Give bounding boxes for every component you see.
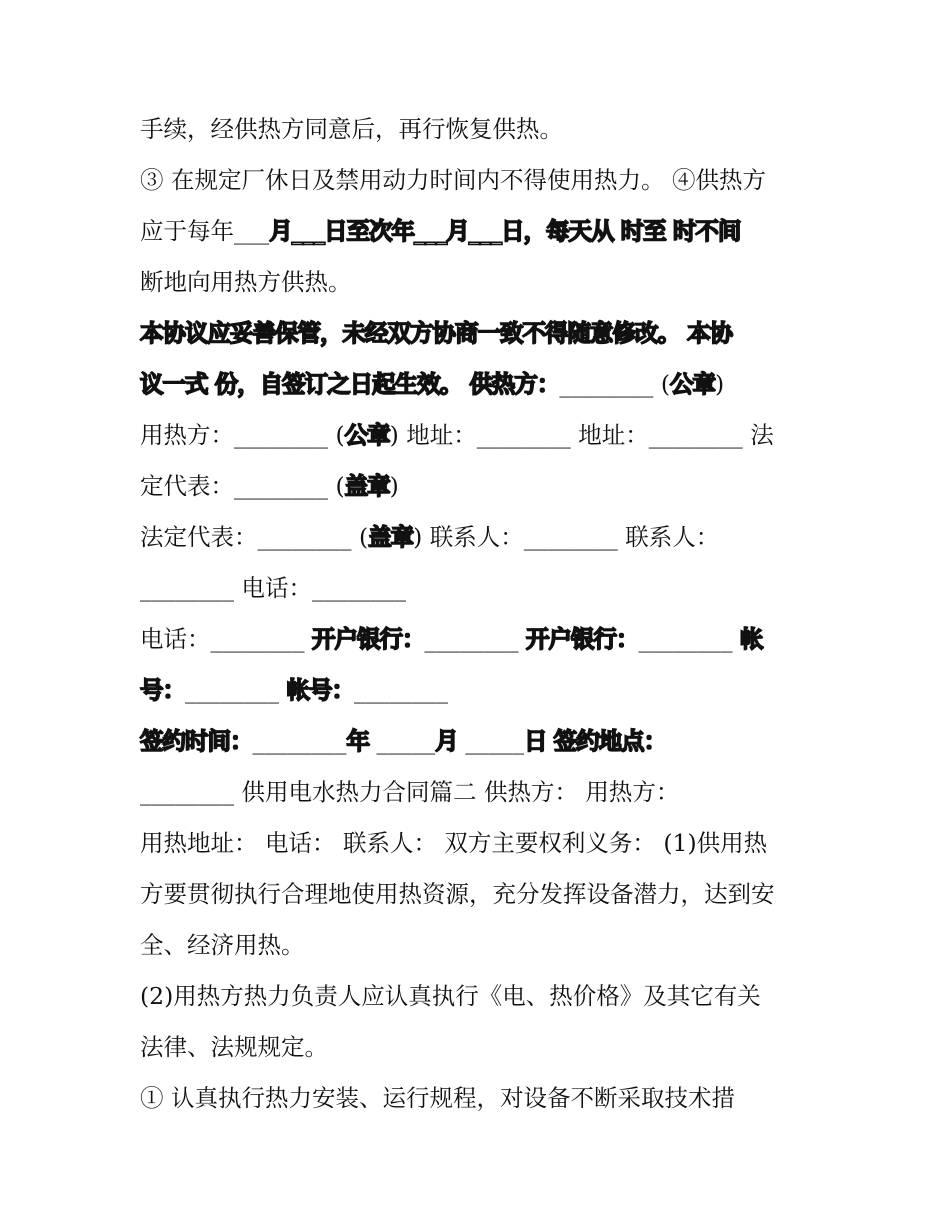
bank-label: 开户银行： <box>525 625 639 653</box>
text-run: ③ 在规定厂休日及禁用动力时间内不得使用热力。 ④供热方 <box>140 166 766 194</box>
text-line <box>140 673 820 707</box>
text-run: ① 认真执行热力安装、运行规程，对设备不断采取技术措 <box>140 1084 735 1112</box>
seal-label: 公章 <box>344 421 390 449</box>
stamp-label: 盖章 <box>368 523 414 551</box>
outlined-text-run: 议一式 份，自签订之日起生效。 供热方： <box>140 370 560 398</box>
text-line <box>140 1081 820 1115</box>
month-label: 月 <box>435 727 458 755</box>
text-run: ) 联系人：________ 联系人： <box>413 523 720 551</box>
text-line <box>140 775 820 809</box>
signing-time-label: 签约时间： <box>140 727 253 755</box>
text-run: ________ <box>185 676 287 704</box>
text-run: 手续，经供热方同意后，再行恢复供热。 <box>140 115 563 143</box>
text-run: _____ <box>457 727 524 755</box>
text-line <box>140 928 820 962</box>
text-run: (2)用热方热力负责人应认真执行《电、热价格》及其它有关 <box>140 982 761 1010</box>
text-line <box>140 316 820 350</box>
text-line <box>140 163 820 197</box>
text-run: 方要贯彻执行合理地使用热资源，充分发挥设备潜力，达到安 <box>140 880 775 908</box>
text-run: 应于每年___ <box>140 217 270 245</box>
text-line <box>140 367 820 401</box>
bank-label: 开户银行： <box>311 625 425 653</box>
text-run: _____ <box>369 727 436 755</box>
text-line <box>140 622 820 656</box>
text-run: ) <box>715 370 725 398</box>
text-run: ) 地址：________ 地址：________ 法 <box>389 421 774 449</box>
text-run: 法律、法规规定。 <box>140 1033 328 1061</box>
stamp-label: 盖章 <box>344 472 390 500</box>
text-line <box>140 214 820 248</box>
text-run: 电话：________ <box>140 625 312 653</box>
outlined-text-run: 月___日至次年___月___日，每天从 时至 时不间 <box>269 217 741 245</box>
text-run: 法定代表：________ ( <box>140 523 369 551</box>
text-line <box>140 418 820 452</box>
text-run: ________ <box>638 625 740 653</box>
year-label: 年 <box>346 727 369 755</box>
text-run: ________ <box>424 625 526 653</box>
text-run: ________ ( <box>559 370 671 398</box>
text-line <box>140 469 820 503</box>
account-label: 帐 <box>739 625 763 653</box>
text-run: ________ <box>252 727 347 755</box>
text-line <box>140 979 820 1013</box>
text-run: 用热地址： 电话： 联系人： 双方主要权利义务： (1)供用热 <box>140 829 768 857</box>
text-run: ________ 供用电水热力合同篇二 供热方： 用热方： <box>140 778 680 806</box>
text-line <box>140 1030 820 1064</box>
signing-place-label: 日 签约地点： <box>523 727 667 755</box>
text-run: ________ 电话：________ <box>140 574 406 602</box>
account-label: 号： <box>140 676 185 704</box>
outlined-text-run: 本协议应妥善保管，未经双方协商一致不得随意修改。 本协 <box>140 319 733 347</box>
seal-label: 公章 <box>670 370 716 398</box>
text-line <box>140 826 820 860</box>
text-run: 用热方：________ ( <box>140 421 345 449</box>
text-run: ) <box>389 472 399 500</box>
account-label: 帐号： <box>286 676 354 704</box>
text-line <box>140 520 820 554</box>
text-line <box>140 265 820 299</box>
text-line <box>140 112 820 146</box>
text-line <box>140 724 820 758</box>
text-line <box>140 571 820 605</box>
text-run: ________ <box>353 676 448 704</box>
text-line <box>140 877 820 911</box>
text-run: 全、经济用热。 <box>140 931 305 959</box>
text-run: 定代表：________ ( <box>140 472 345 500</box>
text-run: 断地向用热方供热。 <box>140 268 352 296</box>
